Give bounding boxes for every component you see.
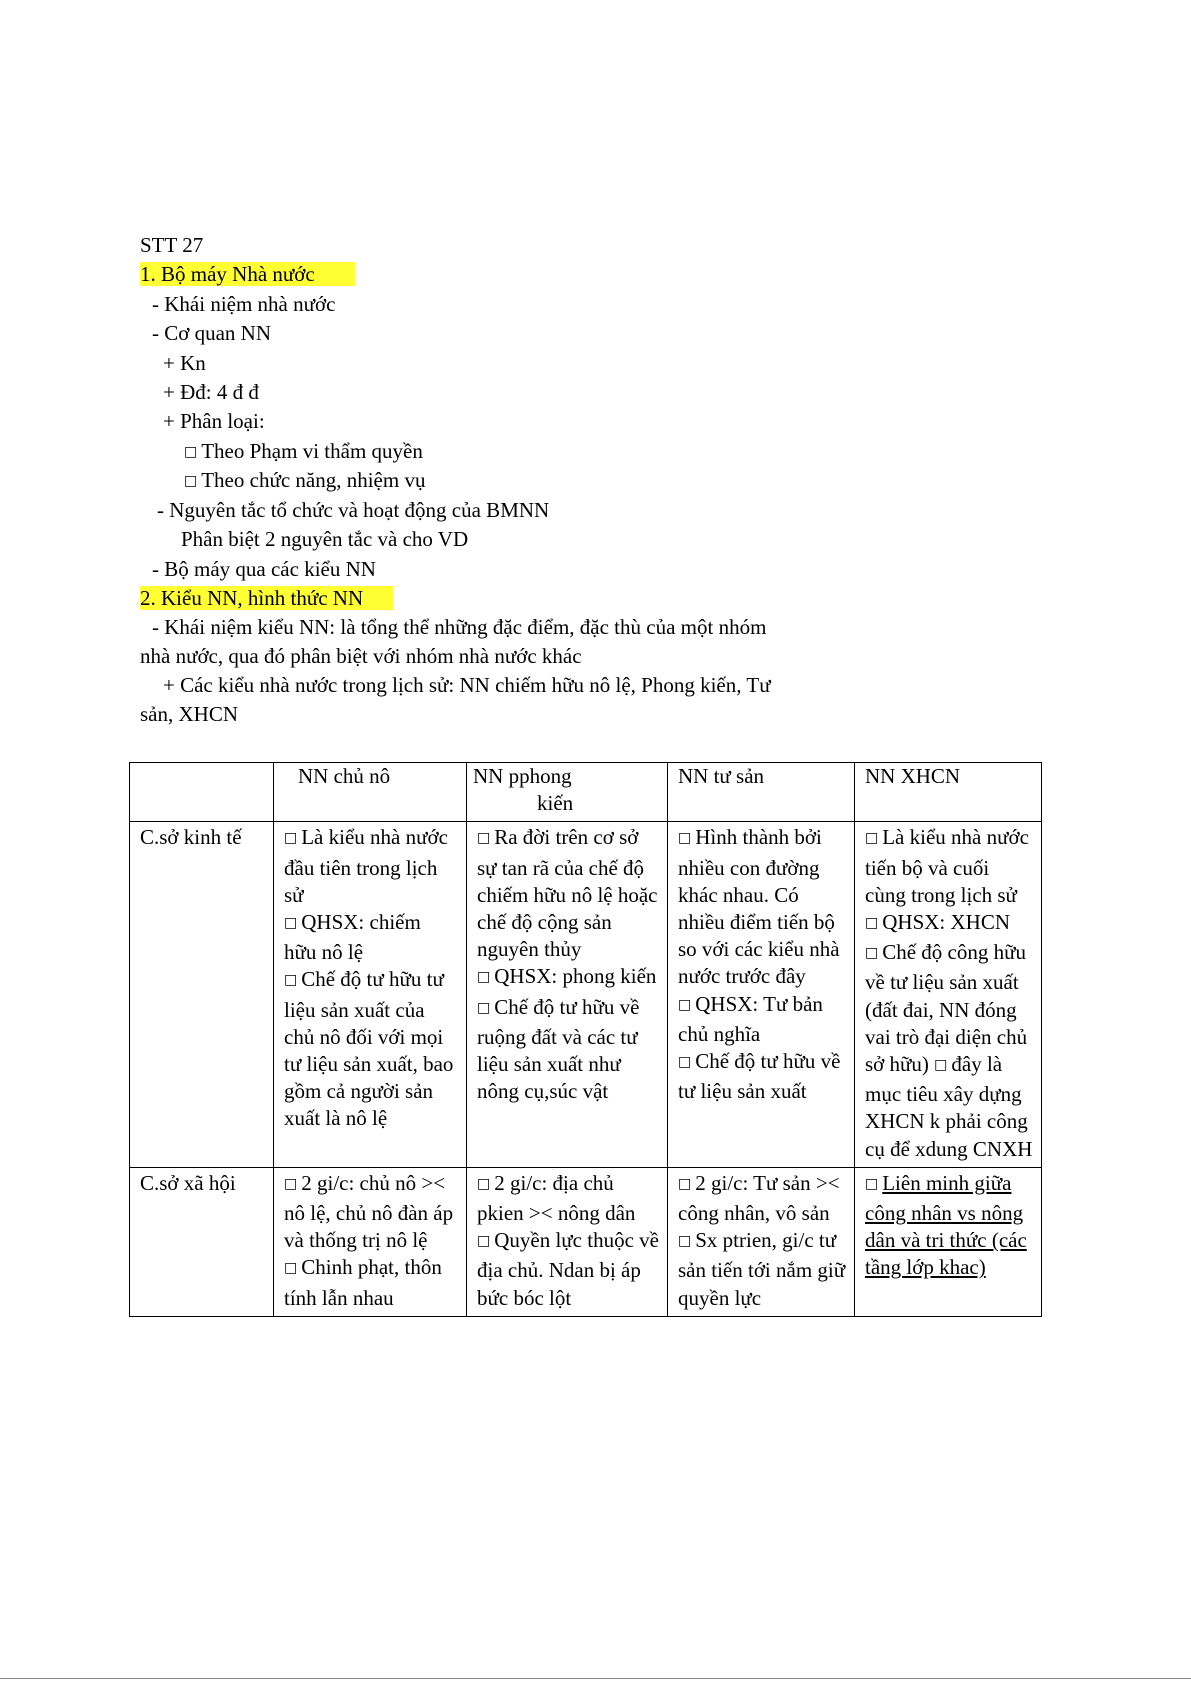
outline-item: - Bộ máy qua các kiểu NN: [152, 557, 376, 581]
checkbox-glyph-icon: □: [678, 830, 692, 847]
page-bottom-rule: [0, 1678, 1191, 1679]
table-cell: □ Hình thành bởi nhiều con đường khác nhau. Có nhiều điểm tiến bộ so với các kiểu nhà nước trước đây □ QHSX: Tư bản chủ nghĩa □ Chế độ tư hữu về tư liệu sản xuất: [668, 822, 855, 1167]
outline-item: - Nguyên tắc tổ chức và hoạt động của BMNN: [157, 498, 550, 522]
checkbox-glyph-icon: □: [284, 1260, 298, 1277]
outline-subitem: □ Theo chức năng, nhiệm vụ: [184, 468, 426, 492]
checkbox-glyph-icon: □: [477, 1175, 491, 1192]
checkbox-glyph-icon: □: [865, 945, 879, 962]
table-row: [130, 1167, 1042, 1316]
paragraph-line: nhà nước, qua đó phân biệt với nhóm nhà nước khác: [140, 644, 582, 668]
row-label-cell: C.sở kinh tế: [130, 822, 274, 1167]
table-row: [130, 822, 1042, 1167]
checkbox-glyph-icon: □: [678, 1233, 692, 1250]
checkbox-glyph-icon: □: [477, 969, 491, 986]
checkbox-glyph-icon: □: [477, 1233, 491, 1250]
checkbox-glyph-icon: □: [477, 830, 491, 847]
table-cell: □ 2 gi/c: Tư sản >< công nhân, vô sản □ Sx ptrien, gi/c tư sản tiến tới nắm giữ quyền lực: [668, 1167, 855, 1316]
checkbox-glyph-icon: □: [865, 915, 879, 932]
header-cell: NN pphong kiến: [467, 763, 668, 822]
outline-subitem: □ Theo Phạm vi thẩm quyền: [184, 439, 423, 463]
header-cell: NN tư sản: [668, 763, 855, 822]
table-cell: □ Liên minh giữa công nhân vs nông dân và tri thức (các tầng lớp khac): [855, 1167, 1042, 1316]
checkbox-glyph-icon: □: [678, 1054, 692, 1071]
header-cell: NN XHCN: [855, 763, 1042, 822]
checkbox-glyph-icon: □: [284, 1175, 298, 1192]
header-cell: NN chủ nô: [274, 763, 467, 822]
table-cell: □ Là kiểu nhà nước tiến bộ và cuối cùng trong lịch sử □ QHSX: XHCN □ Chế độ công hữu về tư liệu sản xuất (đất đai, NN đóng vai trò đại diện chủ sở hữu) □ đây là mục tiêu xây dựng XHCN k phải công cụ để xdung CNXH: [855, 822, 1042, 1167]
checkbox-glyph-icon: □: [934, 1057, 948, 1074]
header-empty-cell: [130, 763, 274, 822]
table-header-row: [130, 763, 1042, 822]
row-label-cell: C.sở xã hội: [130, 1167, 274, 1316]
table-cell: □ Ra đời trên cơ sở sự tan rã của chế độ chiếm hữu nô lệ hoặc chế độ cộng sản nguyên thủy □ QHSX: phong kiến □ Chế độ tư hữu về ruộng đất và các tư liệu sản xuất như nông cụ,súc vật: [467, 822, 668, 1167]
outline-item: Phân biệt 2 nguyên tắc và cho VD: [181, 527, 469, 551]
checkbox-glyph-icon: □: [865, 830, 879, 847]
stt-label: STT 27: [140, 233, 204, 257]
checkbox-glyph-icon: □: [865, 1175, 879, 1192]
checkbox-glyph-icon: □: [184, 473, 198, 489]
section-2-heading: 2. Kiểu NN, hình thức NN: [140, 585, 393, 611]
paragraph-line: - Khái niệm kiểu NN: là tổng thể những đặc điểm, đặc thù của một nhóm: [152, 615, 767, 639]
paragraph-line: sản, XHCN: [140, 702, 238, 726]
outline-item: + Phân loại:: [163, 409, 265, 433]
outline-item: + Kn: [163, 351, 206, 375]
table-cell: □ Là kiểu nhà nước đầu tiên trong lịch sử □ QHSX: chiếm hữu nô lệ □ Chế độ tư hữu tư liệu sản xuất của chủ nô đối với mọi tư liệu sản xuất, bao gồm cả người sản xuất là nô lệ: [274, 822, 467, 1167]
checkbox-glyph-icon: □: [284, 830, 298, 847]
checkbox-glyph-icon: □: [678, 1175, 692, 1192]
checkbox-glyph-icon: □: [184, 444, 198, 460]
checkbox-glyph-icon: □: [284, 915, 298, 932]
section-1-heading: 1. Bộ máy Nhà nước: [140, 261, 355, 287]
outline-item: + Đđ: 4 đ đ: [163, 380, 259, 404]
outline-item: - Cơ quan NN: [152, 321, 272, 345]
table-cell: □ 2 gi/c: địa chủ pkien >< nông dân □ Quyền lực thuộc về địa chủ. Ndan bị áp bức bóc lột: [467, 1167, 668, 1316]
paragraph-line: + Các kiểu nhà nước trong lịch sử: NN chiếm hữu nô lệ, Phong kiến, Tư: [163, 673, 771, 697]
checkbox-glyph-icon: □: [284, 972, 298, 989]
state-types-table: [129, 762, 1042, 1317]
checkbox-glyph-icon: □: [477, 999, 491, 1016]
checkbox-glyph-icon: □: [678, 996, 692, 1013]
table-cell: □ 2 gi/c: chủ nô >< nô lệ, chủ nô đàn áp và thống trị nô lệ □ Chinh phạt, thôn tính lẫn nhau: [274, 1167, 467, 1316]
outline-item: - Khái niệm nhà nước: [152, 292, 336, 316]
